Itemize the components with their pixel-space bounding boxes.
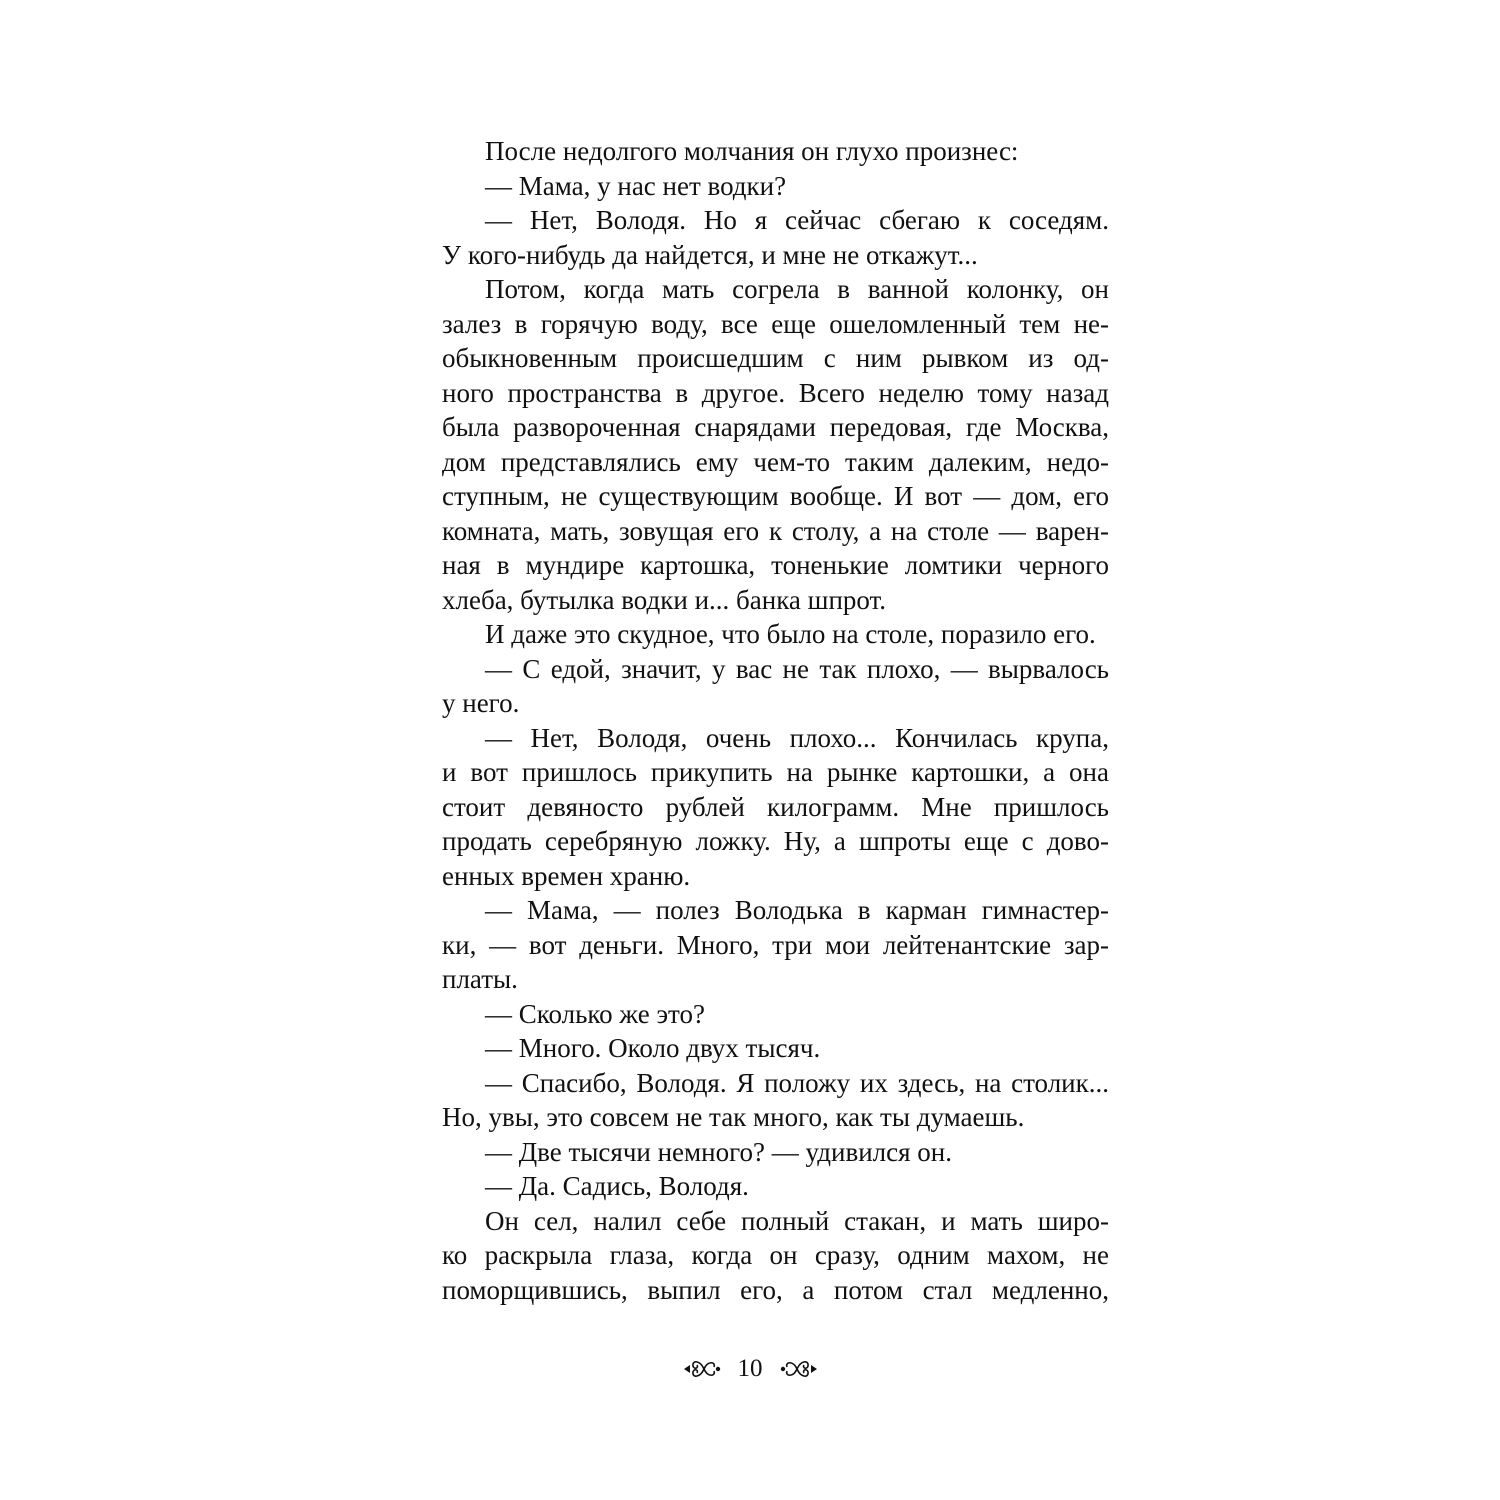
fleuron-right-icon <box>777 1354 817 1384</box>
text-line: — Мама, у нас нет водки? <box>485 170 787 201</box>
text-line: — Сколько же это? <box>485 998 705 1029</box>
text-line: И даже это скудное, что было на столе, поразило его. <box>485 619 1096 649</box>
text-line: ко раскрыла глаза, когда он сразу, одним махом, не <box>442 1240 1109 1270</box>
text-line: ступным, не существующим вообще. И вот — дом, его <box>442 481 1109 511</box>
text-line: комната, мать, зовущая его к столу, а на столе — варен- <box>442 515 1109 546</box>
text-line: была развороченная снарядами передовая, где Москва, <box>442 412 1109 442</box>
text-line: и вот пришлось прикупить на рынке картошки, а она <box>442 757 1109 787</box>
text-line: обыкновенным происшедшим с ним рывком из од- <box>442 343 1109 373</box>
text-line: ки, — вот деньги. Много, три мои лейтенантские зар- <box>442 929 1109 960</box>
text-line: — Спасибо, Володя. Я положу их здесь, на столик... <box>485 1067 1109 1098</box>
fleuron-left-icon <box>684 1354 724 1384</box>
text-line: ная в мундире картошка, тоненькие ломтики черного <box>442 550 1109 580</box>
text-line: — Нет, Володя, очень плохо... Кончилась крупа, <box>485 722 1109 753</box>
text-line: залез в горячую воду, все еще ошеломленный тем не- <box>442 308 1109 339</box>
text-line: стоит девяносто рублей килограмм. Мне пришлось <box>442 791 1109 822</box>
body-text <box>442 134 1109 1307</box>
text-line: продать серебряную ложку. Ну, а шпроты еще с дово- <box>442 826 1109 856</box>
text-line: у него. <box>442 688 520 718</box>
text-line: — Да. Садись, Володя. <box>485 1171 749 1201</box>
text-line: — Мама, — полез Володька в карман гимнастер- <box>485 895 1109 925</box>
text-line: Потом, когда мать согрела в ванной колонку, он <box>485 274 1109 304</box>
text-line: енных времен храню. <box>442 860 691 891</box>
text-line: поморщившись, выпил его, а потом стал медленно, <box>442 1274 1109 1305</box>
text-line: — С едой, значит, у вас не так плохо, — вырвалось <box>485 653 1109 684</box>
page-number: 10 <box>737 1355 763 1382</box>
text-line: хлеба, бутылка водки и... банка шпрот. <box>442 584 887 615</box>
text-line: платы. <box>442 964 518 994</box>
text-line: ного пространства в другое. Всего неделю тому назад <box>442 377 1109 408</box>
text-line: Но, увы, это совсем не так много, как ты думаешь. <box>442 1102 1025 1132</box>
text-line: — Много. Около двух тысяч. <box>485 1033 821 1063</box>
text-line: дом представлялись ему чем-то таким далеким, недо- <box>442 446 1109 477</box>
text-line: Он сел, налил себе полный стакан, и мать широ- <box>485 1205 1109 1236</box>
text-line: У кого-нибудь да найдется, и мне не откажут... <box>442 239 978 270</box>
text-line: После недолгого молчания он глухо произнес: <box>485 136 1019 166</box>
page-footer <box>600 1351 900 1387</box>
text-line: — Две тысячи немного? — удивился он. <box>485 1136 952 1167</box>
text-line: — Нет, Володя. Но я сейчас сбегаю к соседям. <box>485 205 1109 235</box>
